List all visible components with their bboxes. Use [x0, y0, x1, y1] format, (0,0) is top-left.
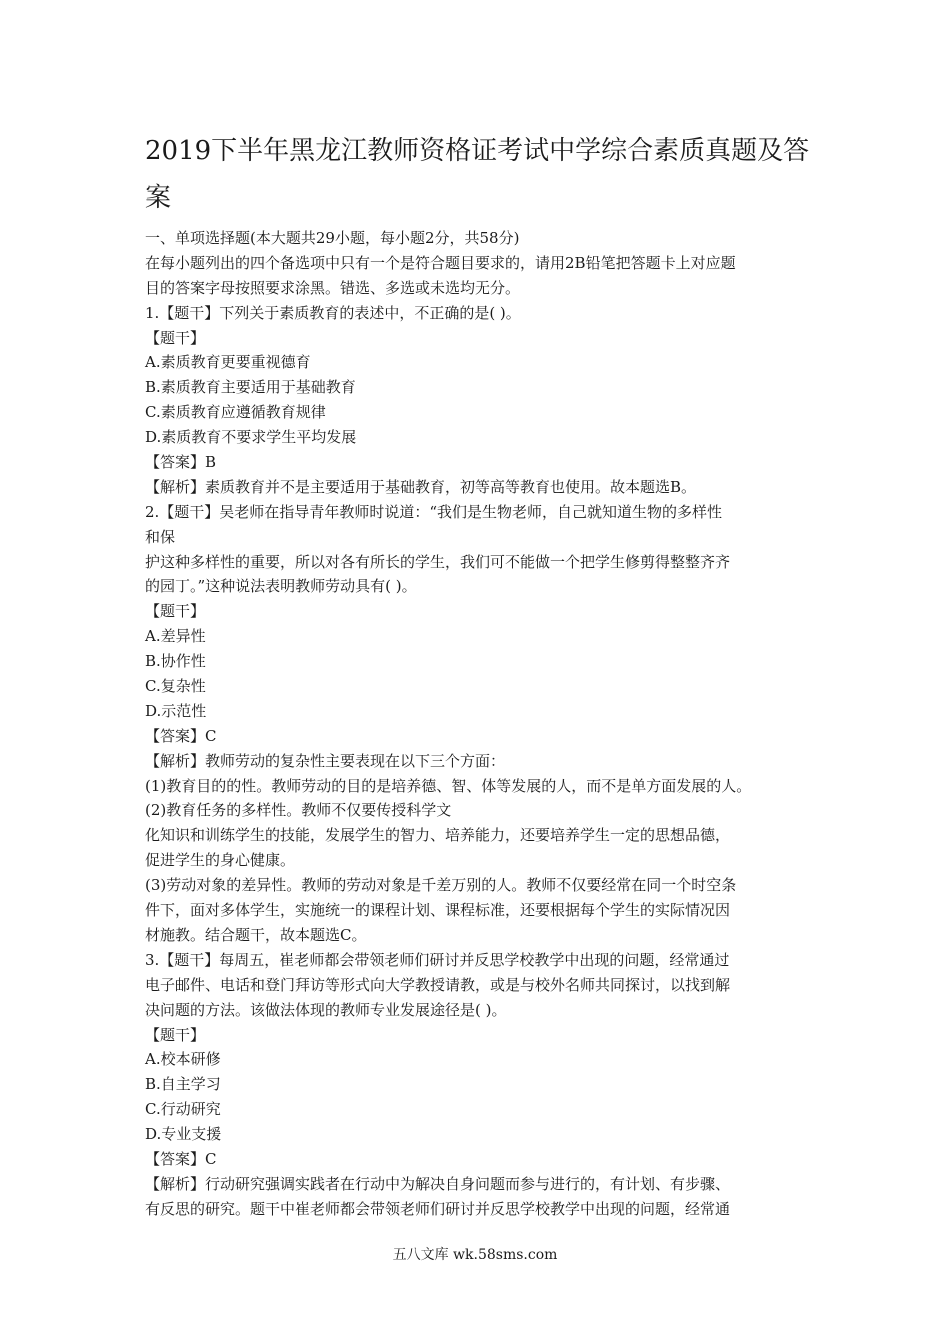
text-line: 【答案】C: [145, 726, 217, 745]
text-line: A.素质教育更要重视德育: [145, 353, 311, 372]
text-line: 材施教。结合题干，故本题选C。: [145, 925, 367, 944]
text-line: 化知识和训练学生的技能，发展学生的智力、培养能力，还要培养学生一定的思想品德，: [145, 826, 731, 845]
text-line: 和保: [145, 527, 176, 546]
text-line: 目的答案字母按照要求涂黑。错选、多选或未选均无分。: [145, 278, 521, 297]
text-line: 的园丁。”这种说法表明教师劳动具有( )。: [145, 577, 417, 596]
text-line: 【解析】素质教育并不是主要适用于基础教育，初等高等教育也使用。故本题选B。: [145, 477, 697, 496]
text-line: A.差异性: [145, 627, 206, 646]
text-line: 1.【题干】下列关于素质教育的表述中，不正确的是( )。: [145, 303, 521, 322]
text-line: 【题干】: [145, 1025, 206, 1044]
text-line: 【题干】: [145, 328, 206, 347]
text-line: 【题干】: [145, 602, 206, 621]
document-body: [145, 226, 835, 1222]
text-line: 在每小题列出的四个备选项中只有一个是符合题目要求的，请用2B铅笔把答题卡上对应题: [145, 253, 736, 272]
text-line: (1)教育目的的性。教师劳动的目的是培养德、智、体等发展的人，而不是单方面发展的人。: [145, 776, 752, 795]
text-line: 【答案】B: [145, 453, 217, 472]
text-line: B.自主学习: [145, 1075, 221, 1094]
text-line: 【解析】行动研究强调实践者在行动中为解决自身问题而参与进行的，有计划、有步骤、: [145, 1174, 731, 1193]
text-line: 有反思的研究。题干中崔老师都会带领老师们研讨并反思学校教学中出现的问题，经常通: [145, 1199, 731, 1218]
text-line: C.行动研究: [145, 1100, 221, 1119]
text-line: D.专业支援: [145, 1125, 222, 1144]
page-footer: 五八文库 wk.58sms.com: [392, 1247, 558, 1263]
text-line: 2.【题干】吴老师在指导青年教师时说道：“我们是生物老师，自己就知道生物的多样性: [145, 502, 722, 521]
text-line: 电子邮件、电话和登门拜访等形式向大学教授请教，或是与校外名师共同探讨，以找到解: [145, 975, 731, 994]
text-line: 件下，面对多体学生，实施统一的课程计划、课程标准，还要根据每个学生的实际情况因: [145, 901, 731, 920]
text-line: B.素质教育主要适用于基础教育: [145, 378, 356, 397]
text-line: B.协作性: [145, 652, 206, 671]
text-line: (2)教育任务的多样性。教师不仅要传授科学文: [145, 801, 452, 820]
text-line: 3.【题干】每周五，崔老师都会带领老师们研讨并反思学校教学中出现的问题，经常通过: [145, 950, 730, 969]
text-line: (3)劳动对象的差异性。教师的劳动对象是千差万别的人。教师不仅要经常在同一个时空条: [145, 876, 737, 895]
text-line: C.素质教育应遵循教育规律: [145, 403, 326, 422]
page-title: 2019下半年黑龙江教师资格证考试中学综合素质真题及答案: [145, 136, 810, 213]
text-line: 促进学生的身心健康。: [145, 851, 296, 870]
text-line: A.校本研修: [145, 1050, 221, 1069]
text-line: 【答案】C: [145, 1149, 217, 1168]
text-line: 决问题的方法。该做法体现的教师专业发展途径是( )。: [145, 1000, 507, 1019]
text-line: D.素质教育不要求学生平均发展: [145, 428, 357, 447]
text-line: 护这种多样性的重要，所以对各有所长的学生，我们可不能做一个把学生修剪得整整齐齐: [145, 552, 731, 571]
text-line: 【解析】教师劳动的复杂性主要表现在以下三个方面：: [145, 751, 506, 770]
text-line: D.示范性: [145, 701, 207, 720]
text-line: 一、单项选择题(本大题共29小题，每小题2分，共58分): [145, 229, 520, 247]
text-line: C.复杂性: [145, 677, 206, 696]
